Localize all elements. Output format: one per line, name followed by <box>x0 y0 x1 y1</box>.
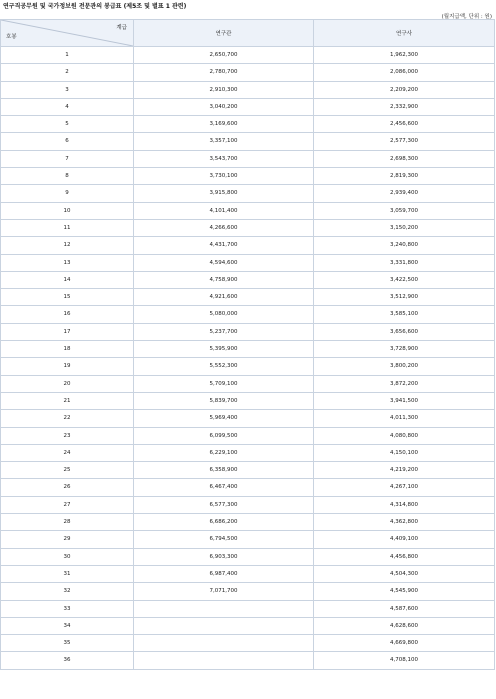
table-row <box>1 323 495 340</box>
senior-salary-cell: 5,969,400 <box>134 410 314 427</box>
table-row <box>1 306 495 323</box>
step-cell: 14 <box>1 271 134 288</box>
senior-salary-cell: 6,099,500 <box>134 427 314 444</box>
researcher-salary-cell: 4,504,300 <box>314 565 495 582</box>
senior-salary-cell: 2,780,700 <box>134 64 314 81</box>
unit-note: (월지급액, 단위 : 원) <box>441 14 492 20</box>
researcher-salary-cell: 4,669,800 <box>314 635 495 652</box>
senior-salary-cell: 3,169,600 <box>134 116 314 133</box>
senior-salary-cell: 2,650,700 <box>134 47 314 64</box>
senior-salary-cell: 4,758,900 <box>134 271 314 288</box>
step-cell: 30 <box>1 548 134 565</box>
step-cell: 18 <box>1 341 134 358</box>
senior-salary-cell: 5,237,700 <box>134 323 314 340</box>
step-cell: 22 <box>1 410 134 427</box>
researcher-salary-cell: 4,456,800 <box>314 548 495 565</box>
step-cell: 20 <box>1 375 134 392</box>
senior-salary-cell: 2,910,300 <box>134 81 314 98</box>
step-cell: 5 <box>1 116 134 133</box>
step-cell: 25 <box>1 462 134 479</box>
researcher-salary-cell: 3,240,800 <box>314 237 495 254</box>
table-row <box>1 410 495 427</box>
researcher-salary-cell: 2,086,000 <box>314 64 495 81</box>
researcher-salary-cell: 2,209,200 <box>314 81 495 98</box>
senior-salary-cell: 6,686,200 <box>134 514 314 531</box>
researcher-salary-cell: 2,698,300 <box>314 150 495 167</box>
table-row <box>1 271 495 288</box>
senior-salary-cell: 6,987,400 <box>134 565 314 582</box>
step-cell: 29 <box>1 531 134 548</box>
table-row <box>1 185 495 202</box>
researcher-salary-cell: 4,150,100 <box>314 444 495 461</box>
table-row <box>1 531 495 548</box>
table-row <box>1 496 495 513</box>
step-cell: 10 <box>1 202 134 219</box>
table-row <box>1 202 495 219</box>
researcher-salary-cell: 3,656,600 <box>314 323 495 340</box>
diagonal-line <box>1 20 133 46</box>
table-row <box>1 617 495 634</box>
senior-salary-cell: 3,730,100 <box>134 168 314 185</box>
step-cell: 1 <box>1 47 134 64</box>
step-cell: 21 <box>1 392 134 409</box>
senior-salary-cell: 3,543,700 <box>134 150 314 167</box>
step-cell: 13 <box>1 254 134 271</box>
researcher-salary-cell: 3,585,100 <box>314 306 495 323</box>
researcher-salary-cell: 4,708,100 <box>314 652 495 669</box>
table-row <box>1 64 495 81</box>
senior-salary-cell: 6,577,300 <box>134 496 314 513</box>
senior-salary-cell: 6,794,500 <box>134 531 314 548</box>
table-row <box>1 116 495 133</box>
table-row <box>1 81 495 98</box>
table-row <box>1 47 495 64</box>
senior-salary-cell: 5,552,300 <box>134 358 314 375</box>
table-row <box>1 652 495 669</box>
researcher-salary-cell: 2,939,400 <box>314 185 495 202</box>
senior-salary-cell: 3,915,800 <box>134 185 314 202</box>
step-cell: 34 <box>1 617 134 634</box>
senior-salary-cell <box>134 600 314 617</box>
table-row <box>1 462 495 479</box>
researcher-salary-cell: 4,587,600 <box>314 600 495 617</box>
table-row <box>1 427 495 444</box>
table-row <box>1 583 495 600</box>
step-cell: 28 <box>1 514 134 531</box>
table-row <box>1 219 495 236</box>
researcher-salary-cell: 3,331,800 <box>314 254 495 271</box>
step-cell: 16 <box>1 306 134 323</box>
researcher-salary-cell: 4,314,800 <box>314 496 495 513</box>
researcher-salary-cell: 4,219,200 <box>314 462 495 479</box>
table-row <box>1 479 495 496</box>
researcher-salary-cell: 2,456,600 <box>314 116 495 133</box>
table-row <box>1 514 495 531</box>
step-cell: 8 <box>1 168 134 185</box>
researcher-salary-cell: 4,409,100 <box>314 531 495 548</box>
senior-salary-cell: 4,266,600 <box>134 219 314 236</box>
senior-salary-cell: 4,431,700 <box>134 237 314 254</box>
step-cell: 9 <box>1 185 134 202</box>
senior-salary-cell: 3,040,200 <box>134 98 314 115</box>
researcher-salary-cell: 2,577,300 <box>314 133 495 150</box>
researcher-salary-cell: 3,150,200 <box>314 219 495 236</box>
table-row <box>1 635 495 652</box>
table-row <box>1 341 495 358</box>
salary-table <box>0 19 495 670</box>
step-cell: 33 <box>1 600 134 617</box>
researcher-salary-cell: 4,080,800 <box>314 427 495 444</box>
senior-salary-cell: 6,467,400 <box>134 479 314 496</box>
step-cell: 2 <box>1 64 134 81</box>
senior-salary-cell: 5,709,100 <box>134 375 314 392</box>
step-cell: 3 <box>1 81 134 98</box>
researcher-salary-cell: 4,545,900 <box>314 583 495 600</box>
table-row <box>1 358 495 375</box>
researcher-salary-cell: 3,512,900 <box>314 289 495 306</box>
step-cell: 7 <box>1 150 134 167</box>
researcher-salary-cell: 4,628,600 <box>314 617 495 634</box>
table-row <box>1 289 495 306</box>
senior-salary-cell: 4,921,600 <box>134 289 314 306</box>
table-row <box>1 600 495 617</box>
senior-salary-cell: 4,594,600 <box>134 254 314 271</box>
researcher-salary-cell: 3,422,500 <box>314 271 495 288</box>
table-row <box>1 548 495 565</box>
column-header-researcher-senior: 연구관 <box>134 20 314 47</box>
researcher-salary-cell: 3,872,200 <box>314 375 495 392</box>
table-header-row <box>1 20 495 47</box>
researcher-salary-cell: 3,059,700 <box>314 202 495 219</box>
researcher-salary-cell: 4,267,100 <box>314 479 495 496</box>
page-title: 연구직공무원 및 국가정보원 전문관의 봉급표 (제5조 및 별표 1 관련) <box>3 3 187 10</box>
step-cell: 35 <box>1 635 134 652</box>
table-row <box>1 375 495 392</box>
step-cell: 15 <box>1 289 134 306</box>
researcher-salary-cell: 3,800,200 <box>314 358 495 375</box>
table-row <box>1 133 495 150</box>
grade-label: 계급 <box>116 25 127 31</box>
senior-salary-cell: 5,395,900 <box>134 341 314 358</box>
researcher-salary-cell: 3,728,900 <box>314 341 495 358</box>
senior-salary-cell: 6,358,900 <box>134 462 314 479</box>
table-row <box>1 254 495 271</box>
step-label: 호봉 <box>6 34 17 40</box>
step-cell: 27 <box>1 496 134 513</box>
step-cell: 12 <box>1 237 134 254</box>
table-row <box>1 392 495 409</box>
step-cell: 17 <box>1 323 134 340</box>
senior-salary-cell <box>134 617 314 634</box>
researcher-salary-cell: 4,362,800 <box>314 514 495 531</box>
senior-salary-cell: 4,101,400 <box>134 202 314 219</box>
senior-salary-cell: 6,229,100 <box>134 444 314 461</box>
researcher-salary-cell: 3,941,500 <box>314 392 495 409</box>
column-header-researcher: 연구사 <box>314 20 495 47</box>
table-row <box>1 168 495 185</box>
step-cell: 26 <box>1 479 134 496</box>
senior-salary-cell: 7,071,700 <box>134 583 314 600</box>
table-row <box>1 444 495 461</box>
table-row <box>1 150 495 167</box>
table-row <box>1 237 495 254</box>
step-cell: 31 <box>1 565 134 582</box>
step-cell: 36 <box>1 652 134 669</box>
senior-salary-cell: 6,903,300 <box>134 548 314 565</box>
researcher-salary-cell: 4,011,300 <box>314 410 495 427</box>
step-cell: 32 <box>1 583 134 600</box>
senior-salary-cell <box>134 635 314 652</box>
step-cell: 19 <box>1 358 134 375</box>
senior-salary-cell <box>134 652 314 669</box>
senior-salary-cell: 5,080,000 <box>134 306 314 323</box>
step-cell: 6 <box>1 133 134 150</box>
step-cell: 11 <box>1 219 134 236</box>
header-corner-cell <box>1 20 134 47</box>
step-cell: 23 <box>1 427 134 444</box>
step-cell: 4 <box>1 98 134 115</box>
senior-salary-cell: 3,357,100 <box>134 133 314 150</box>
senior-salary-cell: 5,839,700 <box>134 392 314 409</box>
table-row <box>1 565 495 582</box>
table-row <box>1 98 495 115</box>
researcher-salary-cell: 2,819,300 <box>314 168 495 185</box>
step-cell: 24 <box>1 444 134 461</box>
researcher-salary-cell: 1,962,300 <box>314 47 495 64</box>
researcher-salary-cell: 2,332,900 <box>314 98 495 115</box>
